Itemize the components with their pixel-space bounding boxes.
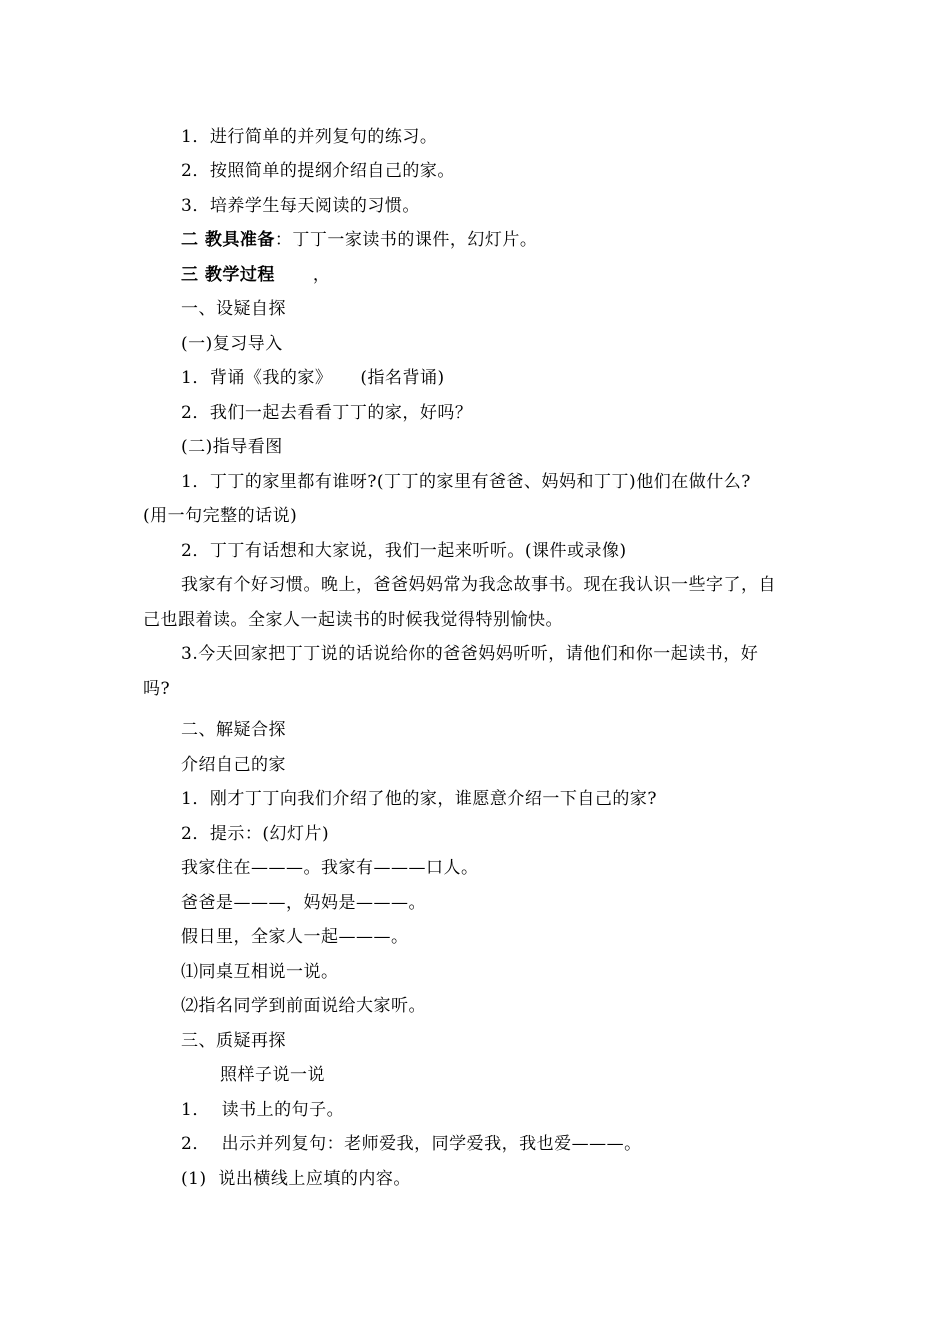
stage-heading-2 [0,719,950,741]
paragraph-text: (用一句完整的话说) [143,506,298,526]
stage-heading-3 [0,1030,950,1052]
paragraph-line [0,505,950,527]
stage-heading-text: 三、质疑再探 [181,1031,286,1051]
subheading-introduce [0,754,950,776]
paragraph-line [0,540,950,562]
subheading-review [0,333,950,355]
activity-item [0,1168,950,1190]
step-text: 1．刚才丁丁向我们介绍了他的家，谁愿意介绍一下自己的家? [181,789,657,809]
step-visit [0,402,950,424]
stage-heading-1 [0,298,950,320]
step-text: 2．我们一起去看看丁丁的家，好吗？ [181,403,473,423]
template-text: 假日里，全家人一起———。 [181,927,409,947]
paragraph-line [0,609,950,631]
objective-3-text: 3．培养学生每天阅读的习惯。 [181,196,420,216]
paragraph-text: 我家有个好习惯。晚上，爸爸妈妈常为我念故事书。现在我认识一些字了，自 [181,575,776,595]
subheading-example [0,1064,950,1086]
step-read [0,1099,950,1121]
subheading-text: (一)复习导入 [181,334,283,354]
step-text: 2． 出示并列复句：老师爱我，同学爱我，我也爱———。 [181,1134,642,1154]
step-text: 1．背诵《我的家》 [181,368,333,388]
paragraph-line [0,574,950,596]
objective-2 [0,160,950,182]
paragraph-text: 1．丁丁的家里都有谁呀?(丁丁的家里有爸爸、妈妈和丁丁)他们在做什么? [181,472,751,492]
activity-text: (1) 说出横线上应填的内容。 [181,1169,411,1189]
step-introduce [0,788,950,810]
activity-text: ⑵指名同学到前面说给大家听。 [181,996,426,1016]
stage-heading-text: 二、解疑合探 [181,720,286,740]
paragraph-line [0,643,950,665]
step-text: 1． 读书上的句子。 [181,1100,345,1120]
objective-2-text: 2．按照简单的提纲介绍自己的家。 [181,161,455,181]
template-line [0,892,950,914]
section-heading: 三 教学过程 [181,265,275,285]
subheading-text: 照样子说一说 [220,1065,325,1085]
paragraph-text: 己也跟着读。全家人一起读书的时候我觉得特别愉快。 [143,610,563,630]
step-hint [0,823,950,845]
template-line [0,857,950,879]
subheading-picture [0,436,950,458]
template-text: 爸爸是———，妈妈是———。 [181,893,426,913]
paragraph-text: 3.今天回家把丁丁说的话说给你的爸爸妈妈听听，请他们和你一起读书，好 [181,644,759,664]
step-sentence [0,1133,950,1155]
step-note: (指名背诵) [360,368,445,388]
section-heading: 二 教具准备 [181,230,275,250]
step-text: 2．提示：(幻灯片) [181,824,330,844]
template-line [0,926,950,948]
activity-item [0,961,950,983]
paragraph-line [0,471,950,493]
stage-heading-text: 一、设疑自探 [181,299,286,319]
template-text: 我家住在———。我家有———口人。 [181,858,479,878]
section-text: ：丁丁一家读书的课件，幻灯片。 [274,230,538,250]
paragraph-text: 2．丁丁有话想和大家说，我们一起来听听。(课件或录像) [181,541,627,561]
objective-1 [0,126,950,148]
paragraph-text: 吗? [143,679,171,699]
activity-item [0,995,950,1017]
activity-text: ⑴同桌互相说一说。 [181,962,339,982]
subheading-text: 介绍自己的家 [181,755,286,775]
subheading-text: (二)指导看图 [181,437,283,457]
objective-1-text: 1．进行简单的并列复句的练习。 [181,127,438,147]
step-recite [0,367,950,389]
section-text: ， [312,265,331,285]
section-teaching-aids [0,229,950,251]
paragraph-line [0,678,950,700]
objective-3 [0,195,950,217]
section-teaching-process [0,264,950,286]
